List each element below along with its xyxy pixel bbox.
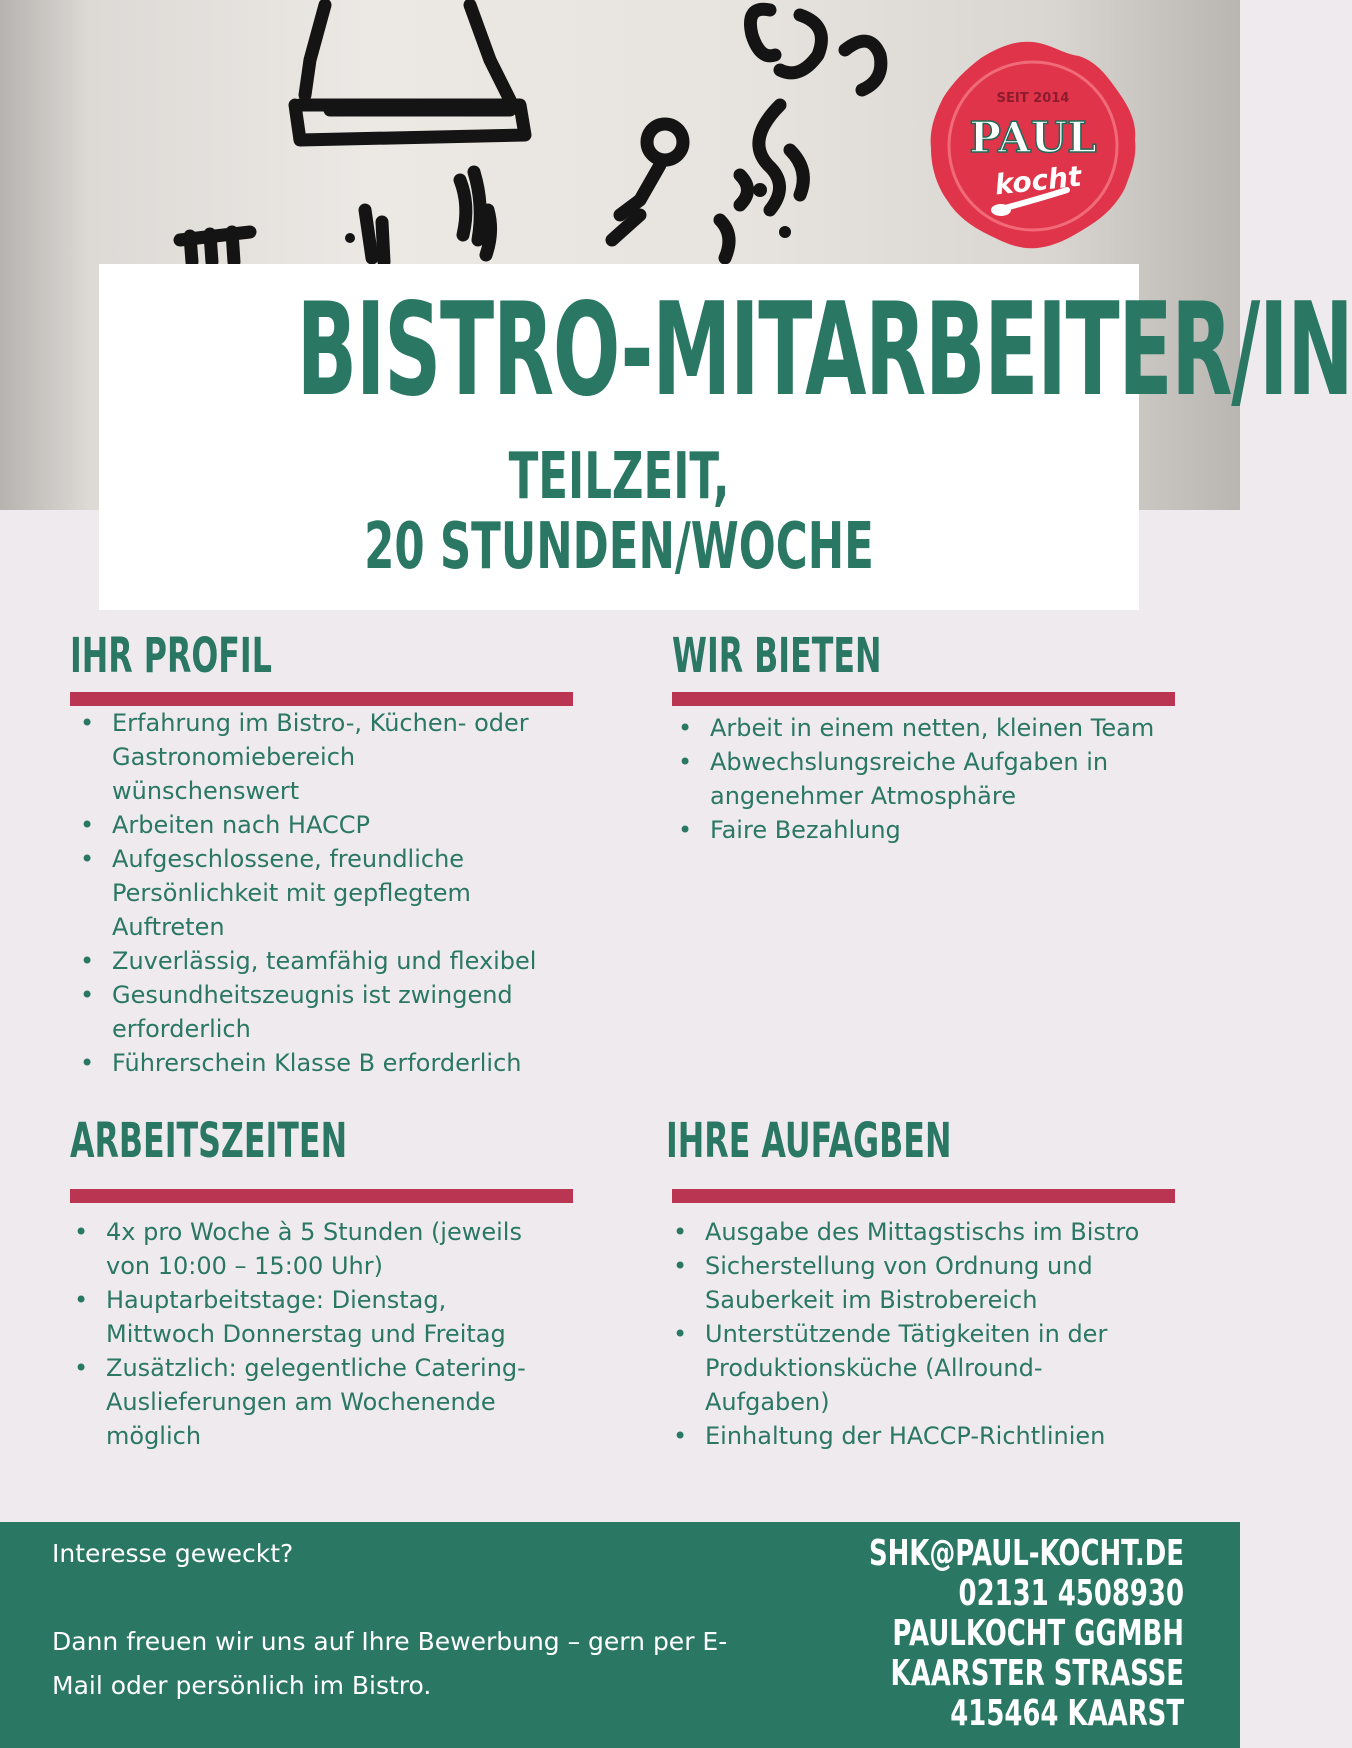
offer-heading: WIR BIETEN	[672, 628, 882, 684]
profile-heading: IHR PROFIL	[70, 628, 272, 684]
seal-brand-text: PAUL	[969, 113, 1097, 162]
job-subtitle	[265, 442, 972, 582]
tasks-heading: IHRE AUFAGBEN	[666, 1113, 952, 1169]
seal-tagline-text: kocht	[993, 159, 1083, 202]
list-item: • Einhaltung der HACCP-Richtlinien	[667, 1419, 1212, 1453]
job-title: BISTRO-MITARBEITER/IN	[296, 276, 1352, 425]
profile-section	[70, 628, 590, 684]
hours-list	[68, 1215, 598, 1453]
list-item: • Aufgeschlossene, freundliche Persönlichkeit mit gepflegtem Auftreten	[74, 842, 594, 944]
list-item: • 4x pro Woche à 5 Stunden (jeweils von 10:00 – 15:00 Uhr)	[68, 1215, 598, 1283]
list-item: • Arbeiten nach HACCP	[74, 808, 594, 842]
hours-divider	[70, 1189, 573, 1203]
tasks-divider	[672, 1189, 1175, 1203]
footer-text-line-2: Mail oder persönlich im Bistro.	[52, 1671, 432, 1700]
offer-section	[672, 628, 1192, 684]
subtitle-line-2: 20 STUNDEN/WOCHE	[364, 510, 874, 584]
offer-list	[672, 711, 1212, 847]
seal-since-text: SEIT 2014	[996, 91, 1070, 106]
contact-block	[584, 1534, 1184, 1734]
hours-section	[70, 1113, 590, 1169]
footer-text-line-1: Dann freuen wir uns auf Ihre Bewerbung – gern per E-	[52, 1627, 728, 1656]
list-item: • Sicherstellung von Ordnung und Sauberkeit im Bistrobereich	[667, 1249, 1212, 1317]
footer-intro: Interesse geweckt?	[52, 1539, 294, 1568]
profile-divider	[70, 692, 573, 706]
list-item: • Ausgabe des Mittagstischs im Bistro	[667, 1215, 1212, 1249]
contact-street: KAARSTER STRASSE	[890, 1653, 1184, 1694]
list-item: • Faire Bezahlung	[672, 813, 1212, 847]
list-item: • Unterstützende Tätigkeiten in der Produktionsküche (Allround- Aufgaben)	[667, 1317, 1212, 1419]
subtitle-line-1: TEILZEIT,	[508, 440, 730, 514]
tasks-list	[667, 1215, 1212, 1453]
list-item: • Führerschein Klasse B erforderlich	[74, 1046, 594, 1080]
list-item: • Arbeit in einem netten, kleinen Team	[672, 711, 1212, 745]
contact-phone-link[interactable]: 02131 4508930	[958, 1573, 1184, 1614]
list-item: • Zusätzlich: gelegentliche Catering- Auslieferungen am Wochenende möglich	[68, 1351, 598, 1453]
list-item: • Abwechslungsreiche Aufgaben in angenehmer Atmosphäre	[672, 745, 1212, 813]
tasks-section	[666, 1113, 1186, 1169]
list-item: • Gesundheitszeugnis ist zwingend erforderlich	[74, 978, 594, 1046]
list-item: • Hauptarbeitstage: Dienstag, Mittwoch Donnerstag und Freitag	[68, 1283, 598, 1351]
contact-email-link[interactable]: SHK@PAUL-KOCHT.DE	[868, 1533, 1184, 1574]
title-card	[99, 264, 1352, 610]
footer	[0, 1522, 1240, 1748]
list-item: • Zuverlässig, teamfähig und flexibel	[74, 944, 594, 978]
list-item: • Erfahrung im Bistro-, Küchen- oder Gastronomiebereich wünschenswert	[74, 706, 594, 808]
hours-heading: ARBEITSZEITEN	[70, 1113, 348, 1169]
offer-divider	[672, 692, 1175, 706]
contact-company: PAULKOCHT GGMBH	[892, 1613, 1184, 1654]
profile-list	[74, 706, 594, 1080]
paul-kocht-seal-logo	[927, 40, 1139, 252]
contact-city: 415464 KAARST	[950, 1693, 1184, 1734]
